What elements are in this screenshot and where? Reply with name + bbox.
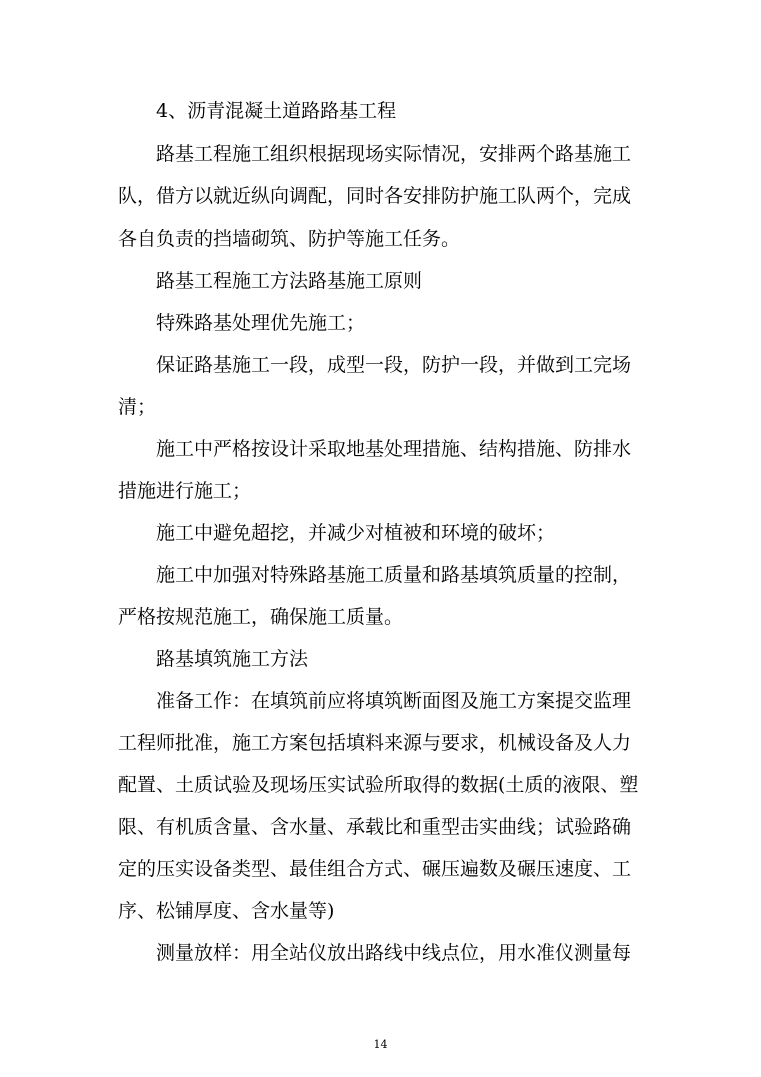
paragraph-line: 严格按规范施工，确保施工质量。: [118, 606, 404, 628]
paragraph-line: 各自负责的挡墙砌筑、防护等施工任务。: [118, 228, 461, 250]
paragraph-line: 配置、土质试验及现场压实试验所取得的数据(土质的液限、塑: [118, 774, 639, 796]
paragraph-line: 队，借方以就近纵向调配，同时各安排防护施工队两个，完成: [118, 185, 632, 207]
paragraph-line: 限、有机质含量、含水量、承载比和重型击实曲线；试验路确: [118, 816, 632, 838]
paragraph-line: 特殊路基处理优先施工；: [156, 312, 366, 334]
paragraph-line: 测量放样：用全站仪放出路线中线点位，用水准仪测量每: [156, 942, 632, 964]
subheading: 路基填筑施工方法: [156, 648, 309, 670]
paragraph-line: 施工中避免超挖，并减少对植被和环境的破坏；: [156, 522, 556, 544]
paragraph-line: 清；: [118, 396, 157, 418]
paragraph-line: 定的压实设备类型、最佳组合方式、碾压遍数及碾压速度、工: [118, 858, 632, 880]
section-heading: 4、沥青混凝土道路路基工程: [156, 100, 397, 122]
paragraph-line: 保证路基施工一段，成型一段，防护一段，并做到工完场: [156, 354, 632, 376]
paragraph-line: 工程师批准，施工方案包括填料来源与要求，机械设备及人力: [118, 732, 632, 754]
paragraph-line: 施工中加强对特殊路基施工质量和路基填筑质量的控制，: [156, 564, 632, 586]
page-number: 14: [373, 1038, 388, 1051]
paragraph-line: 准备工作：在填筑前应将填筑断面图及施工方案提交监理: [156, 690, 632, 712]
paragraph-line: 序、松铺厚度、含水量等): [118, 900, 335, 922]
paragraph-line: 路基工程施工组织根据现场实际情况，安排两个路基施工: [156, 143, 632, 165]
paragraph-line: 措施进行施工；: [118, 480, 252, 502]
paragraph-line: 施工中严格按设计采取地基处理措施、结构措施、防排水: [156, 438, 632, 460]
subheading: 路基工程施工方法路基施工原则: [156, 270, 423, 292]
